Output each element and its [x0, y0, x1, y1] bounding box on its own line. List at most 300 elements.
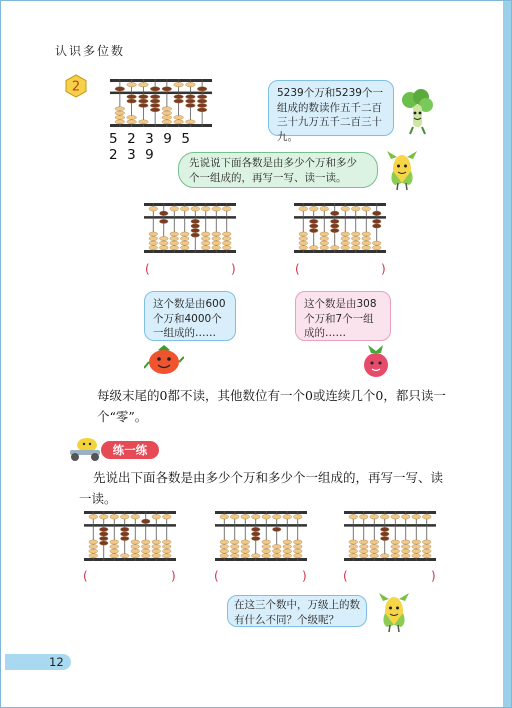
- abacus-lower-bead: [186, 103, 196, 107]
- abacus-lower-bead: [191, 233, 200, 237]
- abacus-lower-bead: [141, 549, 150, 553]
- abacus-lower-bead: [262, 554, 271, 558]
- abacus-lower-bead: [272, 549, 281, 553]
- abacus-lower-bead: [330, 219, 339, 223]
- abacus-lower-bead: [351, 241, 360, 245]
- abacus-lower-bead: [89, 549, 98, 553]
- abacus-lower-bead: [149, 232, 158, 236]
- hint-bubble-left: [144, 291, 236, 341]
- abacus-lower-bead: [110, 549, 119, 553]
- abacus-lower-bead: [230, 540, 239, 544]
- abacus-lower-bead: [309, 219, 318, 223]
- abacus-lower-bead: [99, 532, 108, 536]
- abacus-lower-bead: [212, 232, 221, 236]
- abacus-lower-bead: [330, 224, 339, 228]
- abacus-upper-bead: [422, 515, 431, 520]
- answer-blank-right-close: ): [381, 262, 386, 276]
- abacus-lower-bead: [115, 107, 125, 111]
- abacus-lower-bead: [150, 99, 160, 103]
- abacus-lower-bead: [341, 246, 350, 250]
- abacus-upper-bead: [139, 83, 149, 87]
- abacus-lower-bead: [162, 120, 172, 124]
- abacus-lower-bead: [99, 527, 108, 531]
- abacus-lower-bead: [149, 237, 158, 241]
- abacus-lower-bead: [391, 554, 400, 558]
- abacus-beam: [215, 524, 307, 527]
- abacus-upper-bead: [362, 207, 371, 212]
- abacus-upper-bead: [197, 87, 207, 91]
- abacus-lower-bead: [320, 241, 329, 245]
- abacus-lower-bead: [170, 241, 179, 245]
- abacus-frame-top: [84, 511, 176, 514]
- abacus-lower-bead: [241, 549, 250, 553]
- abacus-upper-bead: [89, 515, 98, 520]
- abacus-lower-bead: [412, 540, 421, 544]
- practice-instruction: 先说出下面各数是由多少个万和多少个一组成的，再写一写、读一读。: [79, 470, 444, 506]
- abacus-lower-bead: [262, 545, 271, 549]
- practice-blank-3-open: (: [343, 569, 348, 583]
- abacus-lower-bead: [162, 111, 172, 115]
- abacus-lower-bead: [212, 246, 221, 250]
- abacus-upper-bead: [110, 515, 119, 520]
- abacus-lower-bead: [127, 99, 137, 103]
- abacus-lower-bead: [372, 224, 381, 228]
- abacus-lower-bead: [115, 115, 125, 119]
- abacus-lower-bead: [320, 237, 329, 241]
- abacus-lower-bead: [174, 115, 184, 119]
- abacus-beam: [344, 524, 436, 527]
- abacus-lower-bead: [362, 246, 371, 250]
- abacus-lower-bead: [391, 549, 400, 553]
- example-number-badge: [64, 74, 88, 98]
- abacus-lower-bead: [349, 540, 358, 544]
- abacus-upper-bead: [251, 515, 260, 520]
- abacus-lower-bead: [186, 120, 196, 124]
- abacus-upper-bead: [262, 515, 271, 520]
- abacus-lower-bead: [139, 120, 149, 124]
- abacus-lower-bead: [174, 99, 184, 103]
- question-text: 在这三个数中，万级上的数有什么不同？个级呢？: [234, 599, 360, 626]
- abacus-lower-bead: [159, 241, 168, 245]
- abacus-lower-bead: [152, 540, 161, 544]
- abacus-lower-bead: [159, 219, 168, 223]
- abacus-lower-bead: [150, 103, 160, 107]
- abacus-upper-bead: [349, 515, 358, 520]
- abacus-lower-bead: [299, 246, 308, 250]
- abacus-lower-bead: [362, 232, 371, 236]
- abacus-lower-bead: [162, 554, 171, 558]
- abacus-frame-bottom: [110, 124, 212, 127]
- abacus-right: [293, 201, 387, 255]
- abacus-lower-bead: [359, 554, 368, 558]
- abacus-lower-bead: [131, 554, 140, 558]
- abacus-lower-bead: [241, 545, 250, 549]
- abacus-lower-bead: [201, 241, 210, 245]
- abacus-lower-bead: [222, 232, 231, 236]
- abacus-lower-bead: [341, 232, 350, 236]
- practice-label: 练一练: [101, 441, 159, 459]
- answer-blank-left-open: (: [145, 262, 150, 276]
- abacus-lower-bead: [230, 545, 239, 549]
- abacus-lower-bead: [283, 549, 292, 553]
- abacus-lower-bead: [127, 120, 137, 124]
- abacus-upper-bead: [170, 207, 179, 212]
- abacus-beam: [144, 216, 236, 219]
- abacus-upper-bead: [162, 515, 171, 520]
- abacus-lower-bead: [272, 554, 281, 558]
- practice-blank-1-open: (: [83, 569, 88, 583]
- abacus-lower-bead: [149, 246, 158, 250]
- abacus-lower-bead: [380, 554, 389, 558]
- abacus-lower-bead: [412, 554, 421, 558]
- hint-left-text: 这个数是由600个万和4000个一组成的……: [153, 298, 226, 339]
- abacus-lower-bead: [412, 549, 421, 553]
- abacus-frame-top: [144, 203, 236, 206]
- abacus-lower-bead: [320, 246, 329, 250]
- abacus-lower-bead: [149, 241, 158, 245]
- abacus-frame-top: [294, 203, 386, 206]
- abacus-lower-bead: [127, 95, 137, 99]
- abacus-lower-bead: [241, 540, 250, 544]
- speech-bubble-prompt: [178, 152, 378, 188]
- abacus-lower-bead: [362, 237, 371, 241]
- abacus-upper-bead: [230, 515, 239, 520]
- abacus-lower-bead: [115, 120, 125, 124]
- abacus-upper-bead: [351, 207, 360, 212]
- tomato-character-icon: [144, 344, 184, 378]
- abacus-upper-bead: [201, 207, 210, 212]
- example-number-text: 2: [71, 79, 81, 95]
- abacus-lower-bead: [180, 237, 189, 241]
- abacus-upper-bead: [370, 515, 379, 520]
- abacus-lower-bead: [89, 545, 98, 549]
- abacus-frame-bottom: [294, 250, 386, 253]
- abacus-lower-bead: [120, 532, 129, 536]
- abacus-upper-bead: [99, 515, 108, 520]
- abacus-lower-bead: [401, 554, 410, 558]
- abacus-lower-bead: [293, 549, 302, 553]
- abacus-lower-bead: [362, 241, 371, 245]
- abacus-lower-bead: [380, 527, 389, 531]
- abacus-lower-bead: [162, 115, 172, 119]
- abacus-lower-bead: [201, 246, 210, 250]
- abacus-lower-bead: [320, 232, 329, 236]
- practice-abacus-1: [83, 509, 177, 563]
- abacus-lower-bead: [372, 246, 381, 250]
- abacus-upper-bead: [186, 83, 196, 87]
- abacus-upper-bead: [293, 515, 302, 520]
- abacus-frame-bottom: [84, 558, 176, 561]
- abacus-lower-bead: [220, 554, 229, 558]
- rule-paragraph: 每级末尾的0都不读，其他数位有一个0或连续几个0，都只读一个“零”。: [97, 388, 446, 424]
- abacus-lower-bead: [262, 540, 271, 544]
- abacus-lower-bead: [159, 246, 168, 250]
- abacus-lower-bead: [309, 228, 318, 232]
- abacus-lower-bead: [299, 232, 308, 236]
- abacus-lower-bead: [139, 95, 149, 99]
- abacus-lower-bead: [293, 554, 302, 558]
- abacus-upper-bead: [150, 87, 160, 91]
- abacus-frame-bottom: [344, 558, 436, 561]
- abacus-lower-bead: [170, 237, 179, 241]
- abacus-upper-bead: [127, 83, 137, 87]
- abacus-upper-bead: [241, 515, 250, 520]
- right-edge-stripe: [503, 1, 511, 707]
- abacus-upper-bead: [149, 207, 158, 212]
- abacus-lower-bead: [222, 241, 231, 245]
- abacus-lower-bead: [186, 95, 196, 99]
- abacus-upper-bead: [272, 515, 281, 520]
- abacus-lower-bead: [349, 549, 358, 553]
- practice-blank-2-open: (: [214, 569, 219, 583]
- abacus-lower-bead: [422, 554, 431, 558]
- abacus-upper-bead: [131, 515, 140, 520]
- abacus-lower-bead: [391, 545, 400, 549]
- abacus-frame-top: [215, 511, 307, 514]
- abacus-lower-bead: [283, 545, 292, 549]
- abacus-upper-bead: [159, 211, 168, 216]
- abacus-upper-bead: [401, 515, 410, 520]
- abacus-lower-bead: [330, 228, 339, 232]
- abacus-lower-bead: [141, 545, 150, 549]
- abacus-lower-bead: [139, 99, 149, 103]
- abacus-upper-bead: [120, 515, 129, 520]
- page-number: 12: [49, 655, 64, 669]
- abacus-lower-bead: [201, 232, 210, 236]
- abacus-upper-bead: [372, 211, 381, 216]
- abacus-lower-bead: [391, 540, 400, 544]
- abacus-lower-bead: [152, 554, 161, 558]
- abacus-frame-top: [344, 511, 436, 514]
- abacus-upper-bead: [359, 515, 368, 520]
- abacus-lower-bead: [115, 111, 125, 115]
- abacus-beam: [84, 524, 176, 527]
- reading-text: 5239个万和5239个一组成的数读作五千二百三十九万五千二百三十九。: [277, 87, 383, 143]
- abacus-lower-bead: [341, 241, 350, 245]
- abacus-lower-bead: [201, 237, 210, 241]
- hint-bubble-right: [295, 291, 391, 341]
- abacus-lower-bead: [139, 103, 149, 107]
- abacus-lower-bead: [380, 536, 389, 540]
- abacus-lower-bead: [309, 224, 318, 228]
- abacus-lower-bead: [422, 540, 431, 544]
- abacus-upper-bead: [341, 207, 350, 212]
- abacus-lower-bead: [220, 545, 229, 549]
- abacus-lower-bead: [110, 554, 119, 558]
- abacus-lower-bead: [309, 246, 318, 250]
- abacus-main: [109, 77, 213, 129]
- abacus-lower-bead: [120, 554, 129, 558]
- abacus-upper-bead: [162, 87, 172, 91]
- abacus-lower-bead: [359, 540, 368, 544]
- abacus-lower-bead: [359, 545, 368, 549]
- abacus-lower-bead: [299, 237, 308, 241]
- abacus-frame-bottom: [215, 558, 307, 561]
- abacus-lower-bead: [349, 545, 358, 549]
- abacus-lower-bead: [170, 246, 179, 250]
- abacus-lower-bead: [191, 224, 200, 228]
- abacus-beam: [110, 92, 212, 95]
- abacus-lower-bead: [422, 545, 431, 549]
- abacus-lower-bead: [197, 103, 207, 107]
- abacus-lower-bead: [197, 95, 207, 99]
- abacus-lower-bead: [241, 554, 250, 558]
- abacus-upper-bead: [391, 515, 400, 520]
- abacus-lower-bead: [330, 246, 339, 250]
- abacus-lower-bead: [131, 545, 140, 549]
- abacus-upper-bead: [141, 519, 150, 524]
- abacus-lower-bead: [180, 246, 189, 250]
- abacus-lower-bead: [341, 237, 350, 241]
- abacus-digit-caption: 5 2 3 9 5 2 3 9: [109, 131, 193, 163]
- abacus-lower-bead: [220, 540, 229, 544]
- hint-right-text: 这个数是由308个万和7个一组成的……: [304, 298, 377, 339]
- speech-bubble-reading: [268, 80, 394, 143]
- abacus-frame-bottom: [144, 250, 236, 253]
- abacus-lower-bead: [359, 549, 368, 553]
- abacus-upper-bead: [283, 515, 292, 520]
- abacus-lower-bead: [162, 107, 172, 111]
- abacus-upper-bead: [220, 515, 229, 520]
- practice-abacus-2: [214, 509, 308, 563]
- abacus-lower-bead: [174, 95, 184, 99]
- abacus-lower-bead: [120, 527, 129, 531]
- abacus-upper-bead: [412, 515, 421, 520]
- abacus-lower-bead: [370, 554, 379, 558]
- abacus-lower-bead: [251, 527, 260, 531]
- abacus-lower-bead: [197, 99, 207, 103]
- abacus-lower-bead: [230, 549, 239, 553]
- abacus-upper-bead: [380, 515, 389, 520]
- abacus-lower-bead: [150, 108, 160, 112]
- practice-blank-2-close: ): [302, 569, 307, 583]
- practice-blank-3-close: ): [431, 569, 436, 583]
- abacus-lower-bead: [110, 540, 119, 544]
- abacus-lower-bead: [272, 545, 281, 549]
- abacus-lower-bead: [412, 545, 421, 549]
- abacus-lower-bead: [186, 99, 196, 103]
- abacus-lower-bead: [401, 545, 410, 549]
- abacus-lower-bead: [222, 237, 231, 241]
- question-bubble: [227, 595, 367, 627]
- prompt-text: 先说说下面各数是由多少个万和多少个一组成的，再写一写、读一读。: [189, 157, 357, 184]
- abacus-upper-bead: [320, 207, 329, 212]
- abacus-upper-bead: [309, 207, 318, 212]
- abacus-lower-bead: [212, 241, 221, 245]
- abacus-lower-bead: [191, 228, 200, 232]
- abacus-upper-bead: [191, 207, 200, 212]
- abacus-lower-bead: [349, 554, 358, 558]
- abacus-lower-bead: [212, 237, 221, 241]
- abacus-lower-bead: [401, 549, 410, 553]
- abacus-lower-bead: [89, 554, 98, 558]
- abacus-lower-bead: [152, 545, 161, 549]
- abacus-lower-bead: [293, 545, 302, 549]
- abacus-lower-bead: [99, 536, 108, 540]
- abacus-lower-bead: [351, 232, 360, 236]
- abacus-lower-bead: [131, 540, 140, 544]
- abacus-lower-bead: [131, 549, 140, 553]
- abacus-lower-bead: [99, 541, 108, 545]
- abacus-lower-bead: [372, 241, 381, 245]
- abacus-lower-bead: [251, 536, 260, 540]
- example-badge-icon: [64, 74, 88, 98]
- abacus-lower-bead: [422, 549, 431, 553]
- abacus-lower-bead: [180, 241, 189, 245]
- abacus-lower-bead: [150, 95, 160, 99]
- abacus-lower-bead: [180, 232, 189, 236]
- abacus-lower-bead: [251, 554, 260, 558]
- abacus-lower-bead: [283, 540, 292, 544]
- abacus-lower-bead: [372, 219, 381, 223]
- abacus-upper-bead: [115, 87, 125, 91]
- abacus-lower-bead: [120, 536, 129, 540]
- abacus-lower-bead: [351, 246, 360, 250]
- abacus-lower-bead: [162, 545, 171, 549]
- broccoli-character-icon: [399, 89, 435, 135]
- answer-blank-left-close: ): [231, 262, 236, 276]
- corn-character-icon: [385, 149, 419, 191]
- section-title: 认识多位数: [55, 44, 126, 58]
- abacus-lower-bead: [162, 540, 171, 544]
- abacus-lower-bead: [380, 532, 389, 536]
- abacus-upper-bead: [152, 515, 161, 520]
- abacus-beam: [294, 216, 386, 219]
- abacus-lower-bead: [127, 115, 137, 119]
- abacus-upper-bead: [174, 83, 184, 87]
- abacus-lower-bead: [170, 232, 179, 236]
- abacus-lower-bead: [191, 219, 200, 223]
- abacus-lower-bead: [251, 532, 260, 536]
- abacus-lower-bead: [283, 554, 292, 558]
- abacus-lower-bead: [401, 540, 410, 544]
- corn-character-icon-2: [377, 591, 411, 633]
- answer-blank-right-open: (: [295, 262, 300, 276]
- abacus-lower-bead: [141, 554, 150, 558]
- abacus-lower-bead: [272, 527, 281, 531]
- abacus-lower-bead: [222, 246, 231, 250]
- abacus-lower-bead: [152, 549, 161, 553]
- abacus-upper-bead: [212, 207, 221, 212]
- abacus-lower-bead: [162, 549, 171, 553]
- radish-character-icon: [361, 345, 391, 381]
- abacus-lower-bead: [262, 549, 271, 553]
- abacus-lower-bead: [174, 120, 184, 124]
- abacus-lower-bead: [293, 540, 302, 544]
- abacus-lower-bead: [370, 549, 379, 553]
- abacus-lower-bead: [159, 237, 168, 241]
- abacus-upper-bead: [222, 207, 231, 212]
- practice-blank-1-close: ): [171, 569, 176, 583]
- abacus-lower-bead: [299, 241, 308, 245]
- abacus-lower-bead: [351, 237, 360, 241]
- abacus-upper-bead: [180, 207, 189, 212]
- abacus-lower-bead: [370, 540, 379, 544]
- abacus-lower-bead: [110, 545, 119, 549]
- abacus-lower-bead: [89, 540, 98, 544]
- abacus-upper-bead: [330, 211, 339, 216]
- abacus-lower-bead: [141, 540, 150, 544]
- abacus-lower-bead: [230, 554, 239, 558]
- abacus-upper-bead: [299, 207, 308, 212]
- abacus-lower-bead: [220, 549, 229, 553]
- practice-mascot-icon: [67, 436, 103, 462]
- abacus-left: [143, 201, 237, 255]
- abacus-frame-top: [110, 79, 212, 82]
- abacus-lower-bead: [197, 108, 207, 112]
- abacus-lower-bead: [370, 545, 379, 549]
- practice-abacus-3: [343, 509, 437, 563]
